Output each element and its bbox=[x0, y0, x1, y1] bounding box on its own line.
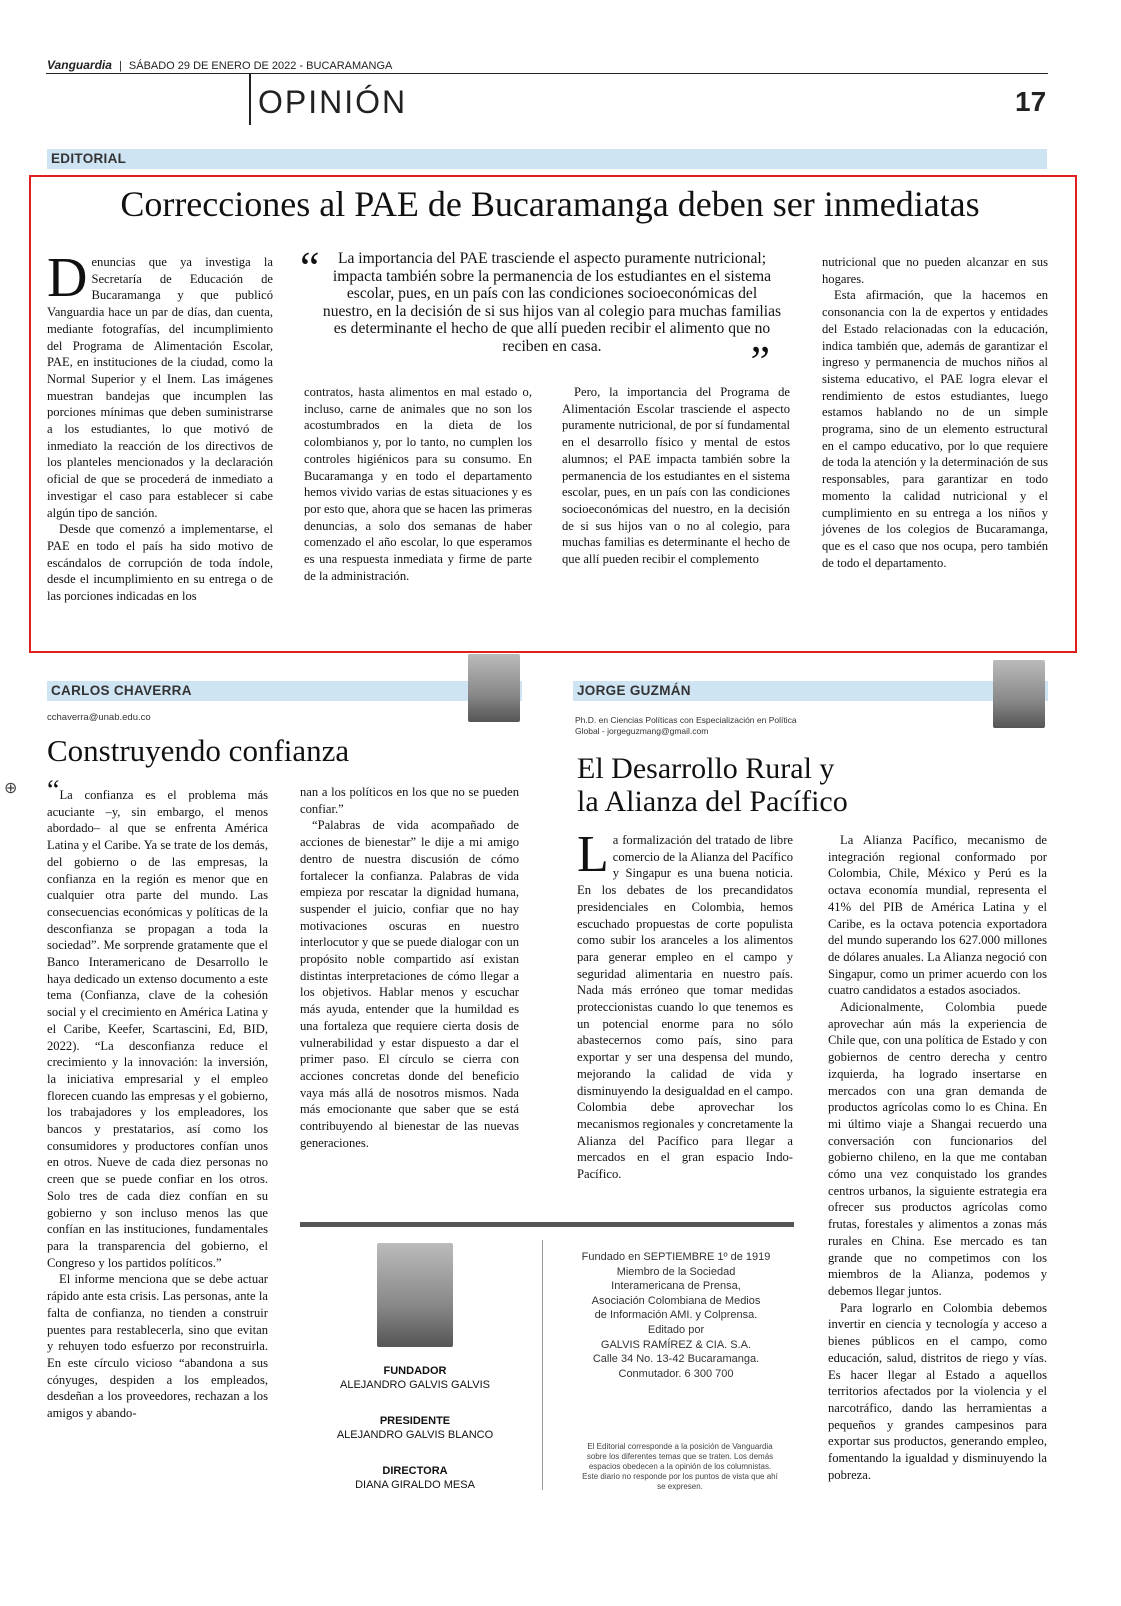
columnist-name: JORGE GUZMÁN bbox=[577, 683, 691, 698]
role-name: DIANA GIRALDO MESA bbox=[355, 1479, 475, 1491]
masthead-info bbox=[556, 1250, 796, 1381]
columnist-photo bbox=[468, 654, 520, 722]
paragraph: a formalización del tratado de libre comercio de la Alianza del Pacífico y Singapur es una buena noticia. En los debates de los precandidatos presidenciales en Colombia, hemos escuchado propuestas de corte populista como subir los aranceles a los alimentos para generar empleo en el campo y seguridad alimentaria en nuestro país. Nada más erróneo que tomar medidas proteccionistas cuando lo que tenemos es un potencial enorme para no sólo abastecernos como país, sino para exportar y ser una despensa del mundo, mejorando la calidad de vida y disminuyendo la desigualdad en el campo. Colombia debe aprovechar los mecanismos regionales y concretamente la Alianza del Pacífico para llegar a mercados en el gran espacio Indo-Pacífico. bbox=[577, 833, 793, 1182]
dateline: SÁBADO 29 DE ENERO DE 2022 - BUCARAMANGA bbox=[128, 60, 393, 72]
article-title: Construyendo confianza bbox=[47, 733, 350, 768]
quote-text: La importancia del PAE trasciende el aspecto puramente nutricional; impacta también sobre la permanencia de los estudiantes en el sistema escolar, pues, en un país con las condiciones socioeconómicas del nuestro, en la decisión de si sus hijos van al colegio para muchas familias es determinante el hecho de que allí pueden recibir el alimento que no reciben en casa. bbox=[322, 250, 782, 355]
columnist-name: CARLOS CHAVERRA bbox=[51, 683, 192, 698]
title-line: El Desarrollo Rural y bbox=[577, 752, 835, 785]
paragraph: El informe menciona que se debe actuar rápido ante esta crisis. Las personas, ante la falta de confianza, no tienden a construir puentes para restablecerla, sino que evitan y rehuyen todo esfuerzo por reconstruirla. En este círculo vicioso “abandona a sus cónyuges, despiden a los empleados, desdeñan a los proveedores, rechazan a los amigos y abando- bbox=[47, 1272, 268, 1421]
masthead-divider bbox=[542, 1240, 543, 1490]
dropcap: L bbox=[577, 826, 609, 883]
info-line: Calle 34 No. 13-42 Bucaramanga. bbox=[592, 1353, 760, 1366]
info-line: Miembro de la Sociedad bbox=[616, 1265, 736, 1278]
role-label: PRESIDENTE bbox=[379, 1415, 451, 1427]
role-name: ALEJANDRO GALVIS GALVIS bbox=[340, 1379, 490, 1391]
section-divider bbox=[249, 73, 251, 125]
editorial-col-1 bbox=[47, 247, 273, 605]
columnist-email: cchaverra@unab.edu.co bbox=[47, 712, 151, 723]
paragraph: “Palabras de vida acompañado de acciones de bienestar” le dije a mi amigo dentro de nuestra discusión de cómo fortalecer la confianza. Palabras de vida empieza por rescatar la dignidad humana, suspender el juicio, confiar que no hay motivaciones oscuras en nuestro interlocutor y que se puede dialogar con un propósito noble compartido así existan distintas interpretaciones de cómo llegar a los objetivos. Hablar menos y escuchar más ayuda, entender que la humildad es una fortaleza que requiere cierta dosis de vulnerabilidad y estar dispuesto a dar el primer paso. El círculo se cierra con acciones concretas donde del beneficio vaya más allá de nosotros mismos. Nada más emocionante que saber que se está contribuyendo al bienestar de las nuevas generaciones. bbox=[300, 818, 519, 1150]
paragraph: Adicionalmente, Colombia puede aprovechar aún más la experiencia de Chile que, con una política de Estado y con gobiernos de centro derecha y centro izquierda, ha logrado insertarse en mercados con una gran demanda de productos agrícolas como lo es China. En mi último viaje a Shangai recuerdo una conversación con funcionarios del gobierno chileno, en la que me contaban cómo una vez conquistado los grandes centros urbanos, la siguiente estrategia era ofrecer sus productos agrícolas como frutas, forestales y alimentos a zonas más rurales en China. Ese mercado es tan grande que no competimos con los miembros de la Alianza, podemos y debemos llegar juntos. bbox=[828, 1000, 1047, 1298]
paragraph: contratos, hasta alimentos en mal estado o, incluso, carne de animales que no son los acostumbrados en la dieta de los colombianos y, por lo tanto, no cumplen los controles higiénicos para su consumo. En Bucaramanga y en todo el departamento hemos vivido varias de estas situaciones y es por esto que, ahora que se hacen las primeras denuncias, a solo dos semanas de haber comenzado el año escolar, lo que esperamos es una respuesta inmediata y firme de parte de la administración. bbox=[304, 385, 532, 583]
dateline-bar: Vanguardia | SÁBADO 29 DE ENERO DE 2022 - BUCARAMANGA bbox=[47, 58, 393, 72]
columnist-band-chaverra bbox=[47, 681, 522, 701]
info-line: GALVIS RAMÍREZ & CIA. S.A. bbox=[600, 1338, 752, 1351]
editorial-col-2 bbox=[304, 384, 532, 584]
columnist-photo bbox=[993, 660, 1045, 728]
role-label: FUNDADOR bbox=[383, 1365, 447, 1377]
article-title bbox=[577, 752, 848, 818]
role-name: ALEJANDRO GALVIS BLANCO bbox=[336, 1429, 494, 1441]
close-quote-icon: ” bbox=[750, 337, 770, 386]
masthead-rule bbox=[300, 1222, 794, 1227]
info-line: Fundado en SEPTIEMBRE 1º de 1919 bbox=[581, 1251, 771, 1263]
paragraph: La Alianza Pacífico, mecanismo de integración regional conformado por Colombia, Chile, México y Perú es la octava economía mundial, representa el 41% del PIB de América Latina y el Caribe, es la octava potencia exportadora del mundo superando los 627.000 millones de dólares anuales. La Alianza negoció con Singapur, como un primer acuerdo con los cuatro candidatos a estados asociados. bbox=[828, 833, 1047, 998]
guzman-col-2 bbox=[828, 832, 1047, 1483]
editorial-label: EDITORIAL bbox=[51, 151, 127, 166]
section-title: OPINIÓN bbox=[258, 84, 408, 120]
columnist-bio: Ph.D. en Ciencias Políticas con Especialización en Política Global - jorgeguzmang@gmail.com bbox=[575, 715, 797, 736]
title-line: la Alianza del Pacífico bbox=[577, 785, 848, 818]
editorial-headline: Correcciones al PAE de Bucaramanga deben ser inmediatas bbox=[120, 184, 980, 224]
paragraph: nutricional que no pueden alcanzar en sus hogares. bbox=[822, 255, 1048, 286]
info-line: Editado por bbox=[647, 1323, 705, 1336]
role-label: DIRECTORA bbox=[382, 1465, 448, 1477]
info-line: Interamericana de Prensa, bbox=[611, 1280, 741, 1293]
chaverra-col-1 bbox=[47, 775, 268, 1422]
header-rule bbox=[46, 73, 1048, 74]
open-quote-icon: “ bbox=[47, 775, 60, 806]
paragraph: Pero, la importancia del Programa de Alimentación Escolar trasciende el aspecto puramente nutricional, de por sí fundamental en el desarrollo físico y mental de estos alumnos; el PAE impacta también sobre la permanencia de los estudiantes en el sistema escolar, pues, en un país con las condiciones socioeconómicas del nuestro, en la decisión de si sus hijos van o no al colegio, para muchas familias es determinante el hecho de que allí pueden recibir el complemento bbox=[562, 385, 790, 567]
editorial-band bbox=[47, 149, 1047, 169]
dropcap: D bbox=[47, 247, 88, 309]
registration-mark-icon: ⊕ bbox=[4, 780, 18, 797]
open-quote-icon: “ bbox=[300, 243, 320, 292]
paragraph: La confianza es el problema más acuciante –y, sin embargo, el menos abordado– al que se enfrenta América Latina y el Caribe. Ya se trate de los demás, del gobierno o de las empresas, la confianza en la región es menor que en cualquier otra parte del mundo. Las consecuencias económicas y políticas de la desconfianza se propagan a toda la sociedad”. Me sorprende gratamente que el Banco Interamericano de Desarrollo le haya dedicado un extenso documento a este tema (Confianza, clave de la cohesión social y el crecimiento en América Latina y el Caribe, Keefer, Scartascini, Ed, BID, 2022). “La desconfianza reduce el crecimiento y la innovación: la inversión, la iniciativa empresarial y el empleo florecen cuando las empresas y el gobierno, los trabajadores y los empleadores, los bancos y prestatarios, así como los consumidores y productores confían unos en otros. Nueve de cada diez personas no creen que se puede confiar en los otros. Solo tres de cada diez confían en su gobierno y son incluso menos las que confían en las instituciones, fundamentales para la transparencia del gobierno, el Congreso y los partidos políticos.” bbox=[47, 788, 268, 1270]
editorial-col-4 bbox=[822, 254, 1048, 571]
brand-logo: Vanguardia bbox=[47, 58, 112, 72]
paragraph: nan a los políticos en los que no se pueden confiar.” bbox=[300, 785, 519, 816]
info-line: de Información AMI. y Colprensa. bbox=[594, 1309, 758, 1322]
chaverra-col-2 bbox=[300, 784, 519, 1151]
columnist-band-guzman bbox=[573, 681, 1048, 701]
guzman-col-1 bbox=[577, 826, 793, 1183]
pull-quote bbox=[300, 243, 798, 386]
page-number: 17 bbox=[1015, 86, 1047, 117]
masthead-disclaimer: El Editorial corresponde a la posición de Vanguardia sobre los diferentes temas que se traten. Los demás espacios obedecen a la opinión de los columnistas. Este diario no responde por los puntos de vista que ahí se expresen. bbox=[582, 1442, 778, 1491]
paragraph: Desde que comenzó a implementarse, el PAE en todo el país ha sido motivo de escándalos de corrupción de toda índole, desde el incumplimiento en su entrega o de las porciones indicadas en los bbox=[47, 522, 273, 604]
paragraph: enuncias que ya investiga la Secretaría de Educación de Bucaramanga y que publicó Vanguardia hace un par de días, dan cuenta, mediante fotografías, del incumplimiento del Programa de Alimentación Escolar, PAE, en instituciones de la ciudad, como la Normal Superior y el Inem. Las imágenes muestran bandejas que incumplen las porciones mínimas que deben suministrarse a los estudiantes, lo que motivó de inmediato la reacción de los directivos de los planteles mencionados y la declaración oficial de que se procederá de inmediato a investigar el caso para establecer si cabe algún tipo de sanción. bbox=[47, 255, 273, 520]
info-line: Conmutador. 6 300 700 bbox=[618, 1367, 734, 1380]
editorial-col-3 bbox=[562, 384, 790, 568]
info-line: Asociación Colombiana de Medios bbox=[591, 1294, 761, 1307]
masthead-staff bbox=[300, 1364, 530, 1492]
paragraph: Esta afirmación, que la hacemos en consonancia con la de expertos y entidades del Estado relacionadas con la educación, indica también que, además de garantizar el ingreso y permanencia de muchos niños al sistema educativo, el PAE logra elevar el rendimiento de estos estudiantes, luego estamos hablando no de un simple programa, sino de un elemento estructural en el campo educativo, por lo que requiere de toda la atención y la determinación de sus responsables, para garantizar en todo momento la calidad nutricional y el cumplimiento en su entrega a los niños y jóvenes de los colegios de Bucaramanga, que es el caso que nos ocupa, pero también de todo el departamento. bbox=[822, 288, 1048, 570]
founder-portrait bbox=[377, 1243, 453, 1347]
paragraph: Para lograrlo en Colombia debemos invertir en ciencia y tecnología y acceso a bienes públicos en el campo, como educación, salud, distritos de riego y vías. Es hacer llegar al Estado a aquellos territorios afectados por la violencia y el narcotráfico, dando las herramientas a pequeños y grandes campesinos para exportar sus productos, generando empleo, fomentando la igualdad y disminuyendo la pobreza. bbox=[828, 1300, 1047, 1482]
